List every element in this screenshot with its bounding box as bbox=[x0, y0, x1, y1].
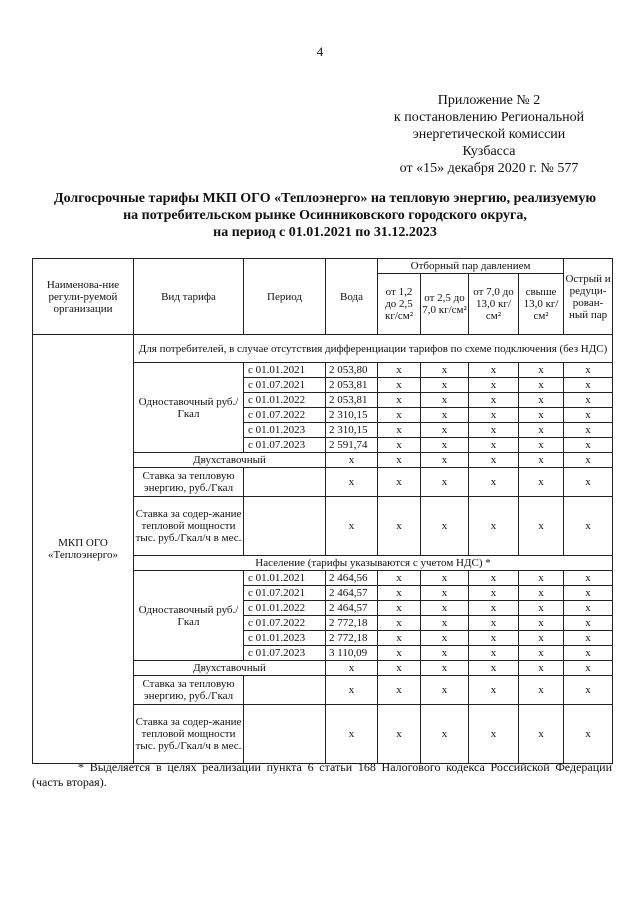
table-row bbox=[33, 335, 613, 363]
empty-cell: x bbox=[469, 586, 519, 601]
water-tariff-value: 2 772,18 bbox=[326, 631, 378, 646]
empty-cell: x bbox=[519, 393, 564, 408]
empty-period-cell bbox=[244, 497, 326, 556]
empty-cell: x bbox=[469, 705, 519, 764]
empty-cell: x bbox=[564, 453, 613, 468]
title-line: на потребительском рынке Осинниковского городского округа, bbox=[123, 208, 527, 223]
empty-cell: x bbox=[378, 601, 421, 616]
empty-cell: x bbox=[378, 705, 421, 764]
empty-cell: x bbox=[469, 453, 519, 468]
empty-cell: x bbox=[378, 676, 421, 705]
empty-cell: x bbox=[421, 408, 469, 423]
empty-cell: x bbox=[421, 423, 469, 438]
empty-cell: x bbox=[326, 705, 378, 764]
water-tariff-value: 2 053,80 bbox=[326, 363, 378, 378]
appendix-header bbox=[360, 92, 618, 177]
empty-cell: x bbox=[469, 468, 519, 497]
empty-cell: x bbox=[378, 586, 421, 601]
empty-cell: x bbox=[519, 438, 564, 453]
empty-cell: x bbox=[469, 571, 519, 586]
period-cell: с 01.01.2021 bbox=[244, 363, 326, 378]
period-cell: с 01.01.2022 bbox=[244, 393, 326, 408]
empty-cell: x bbox=[519, 631, 564, 646]
empty-cell: x bbox=[469, 676, 519, 705]
period-cell: с 01.07.2021 bbox=[244, 378, 326, 393]
empty-period-cell bbox=[244, 676, 326, 705]
empty-cell: x bbox=[519, 705, 564, 764]
empty-cell: x bbox=[564, 423, 613, 438]
header-steam-pressure: от 2,5 до 7,0 кг/см² bbox=[421, 274, 469, 335]
empty-cell: x bbox=[519, 661, 564, 676]
period-cell: с 01.01.2021 bbox=[244, 571, 326, 586]
empty-cell: x bbox=[421, 601, 469, 616]
header-water: Вода bbox=[326, 259, 378, 335]
empty-cell: x bbox=[326, 661, 378, 676]
two-rate-label: Двухставочный bbox=[134, 453, 326, 468]
empty-cell: x bbox=[519, 571, 564, 586]
empty-cell: x bbox=[469, 363, 519, 378]
empty-cell: x bbox=[519, 423, 564, 438]
empty-cell: x bbox=[421, 676, 469, 705]
header-tariff-type: Вид тарифа bbox=[134, 259, 244, 335]
water-tariff-value: 2 464,57 bbox=[326, 601, 378, 616]
header-steam-pressure: от 1,2 до 2,5 кг/см² bbox=[378, 274, 421, 335]
water-tariff-value: 2 053,81 bbox=[326, 378, 378, 393]
empty-cell: x bbox=[378, 393, 421, 408]
empty-cell: x bbox=[469, 497, 519, 556]
empty-cell: x bbox=[564, 393, 613, 408]
empty-cell: x bbox=[421, 497, 469, 556]
empty-cell: x bbox=[469, 393, 519, 408]
empty-cell: x bbox=[378, 438, 421, 453]
empty-period-cell bbox=[244, 468, 326, 497]
empty-cell: x bbox=[519, 468, 564, 497]
empty-cell: x bbox=[378, 408, 421, 423]
empty-cell: x bbox=[564, 676, 613, 705]
empty-cell: x bbox=[378, 468, 421, 497]
title-line: Долгосрочные тарифы МКП ОГО «Теплоэнерго» на тепловую энергию, реализуемую bbox=[53, 191, 597, 206]
appendix-line: Кузбасса bbox=[462, 144, 516, 159]
empty-cell: x bbox=[469, 378, 519, 393]
empty-cell: x bbox=[326, 497, 378, 556]
period-cell: с 01.07.2023 bbox=[244, 438, 326, 453]
empty-cell: x bbox=[519, 676, 564, 705]
empty-cell: x bbox=[564, 646, 613, 661]
empty-cell: x bbox=[469, 646, 519, 661]
empty-cell: x bbox=[421, 705, 469, 764]
empty-cell: x bbox=[564, 468, 613, 497]
period-cell: с 01.07.2022 bbox=[244, 408, 326, 423]
empty-cell: x bbox=[421, 393, 469, 408]
period-cell: с 01.07.2021 bbox=[244, 586, 326, 601]
appendix-line: энергетической комиссии bbox=[412, 127, 566, 142]
empty-cell: x bbox=[421, 453, 469, 468]
empty-cell: x bbox=[469, 408, 519, 423]
empty-cell: x bbox=[519, 646, 564, 661]
appendix-line: к постановлению Региональной bbox=[393, 110, 585, 125]
empty-cell: x bbox=[378, 378, 421, 393]
appendix-line: Приложение № 2 bbox=[437, 93, 541, 108]
empty-cell: x bbox=[519, 378, 564, 393]
empty-cell: x bbox=[421, 661, 469, 676]
empty-cell: x bbox=[421, 646, 469, 661]
empty-cell: x bbox=[378, 363, 421, 378]
empty-cell: x bbox=[378, 631, 421, 646]
empty-cell: x bbox=[519, 453, 564, 468]
empty-cell: x bbox=[564, 497, 613, 556]
empty-cell: x bbox=[519, 601, 564, 616]
empty-cell: x bbox=[378, 497, 421, 556]
appendix-line: от «15» декабря 2020 г. № 577 bbox=[399, 161, 579, 176]
water-tariff-value: 2 310,15 bbox=[326, 408, 378, 423]
empty-cell: x bbox=[378, 453, 421, 468]
empty-cell: x bbox=[519, 616, 564, 631]
empty-cell: x bbox=[469, 601, 519, 616]
capacity-rate-label: Ставка за содер-жание тепловой мощности тыс. руб./Гкал/ч в мес. bbox=[134, 497, 244, 556]
empty-cell: x bbox=[421, 438, 469, 453]
period-cell: с 01.01.2023 bbox=[244, 631, 326, 646]
single-rate-label: Одноставочный руб./Гкал bbox=[134, 363, 244, 453]
water-tariff-value: 2 591,74 bbox=[326, 438, 378, 453]
header-steam-pressure: свыше 13,0 кг/см² bbox=[519, 274, 564, 335]
empty-cell: x bbox=[326, 453, 378, 468]
section-title: Население (тарифы указываются с учетом НДС) * bbox=[134, 556, 613, 571]
empty-cell: x bbox=[469, 423, 519, 438]
header-steam-group: Отборный пар давлением bbox=[378, 259, 564, 274]
org-name: МКП ОГО «Теплоэнерго» bbox=[33, 335, 134, 764]
period-cell: с 01.07.2022 bbox=[244, 616, 326, 631]
empty-cell: x bbox=[326, 468, 378, 497]
single-rate-label: Одноставочный руб./Гкал bbox=[134, 571, 244, 661]
empty-cell: x bbox=[421, 378, 469, 393]
empty-cell: x bbox=[469, 438, 519, 453]
section-title: Для потребителей, в случае отсутствия дифференциации тарифов по схеме подключения (без НДС) bbox=[134, 335, 613, 363]
empty-cell: x bbox=[421, 631, 469, 646]
water-tariff-value: 2 464,57 bbox=[326, 586, 378, 601]
empty-cell: x bbox=[469, 631, 519, 646]
empty-cell: x bbox=[469, 661, 519, 676]
period-cell: с 01.07.2023 bbox=[244, 646, 326, 661]
empty-cell: x bbox=[421, 363, 469, 378]
footnote: * Выделяется в целях реализации пункта 6 статьи 168 Налогового кодекса Российской Федерации (часть вторая). bbox=[32, 760, 612, 789]
water-tariff-value: 2 053,81 bbox=[326, 393, 378, 408]
empty-cell: x bbox=[421, 571, 469, 586]
empty-cell: x bbox=[421, 586, 469, 601]
empty-cell: x bbox=[421, 468, 469, 497]
empty-cell: x bbox=[378, 646, 421, 661]
empty-cell: x bbox=[421, 616, 469, 631]
empty-cell: x bbox=[564, 705, 613, 764]
empty-cell: x bbox=[564, 661, 613, 676]
empty-cell: x bbox=[519, 363, 564, 378]
empty-cell: x bbox=[378, 423, 421, 438]
empty-period-cell bbox=[244, 705, 326, 764]
water-tariff-value: 2 310,15 bbox=[326, 423, 378, 438]
water-tariff-value: 3 110,09 bbox=[326, 646, 378, 661]
tariff-table bbox=[32, 258, 613, 764]
empty-cell: x bbox=[564, 408, 613, 423]
empty-cell: x bbox=[519, 586, 564, 601]
water-tariff-value: 2 772,18 bbox=[326, 616, 378, 631]
empty-cell: x bbox=[469, 616, 519, 631]
empty-cell: x bbox=[564, 438, 613, 453]
empty-cell: x bbox=[564, 571, 613, 586]
empty-cell: x bbox=[564, 616, 613, 631]
page-number: 4 bbox=[316, 44, 324, 59]
empty-cell: x bbox=[564, 631, 613, 646]
header-steam-pressure: от 7,0 до 13,0 кг/см² bbox=[469, 274, 519, 335]
empty-cell: x bbox=[564, 586, 613, 601]
empty-cell: x bbox=[519, 497, 564, 556]
capacity-rate-label: Ставка за содер-жание тепловой мощности тыс. руб./Гкал/ч в мес. bbox=[134, 705, 244, 764]
header-sharp-steam: Острый и редуци-рован-ный пар bbox=[564, 259, 613, 335]
header-period: Период bbox=[244, 259, 326, 335]
two-rate-label: Двухставочный bbox=[134, 661, 326, 676]
empty-cell: x bbox=[378, 571, 421, 586]
empty-cell: x bbox=[378, 616, 421, 631]
water-tariff-value: 2 464,56 bbox=[326, 571, 378, 586]
empty-cell: x bbox=[564, 378, 613, 393]
period-cell: с 01.01.2022 bbox=[244, 601, 326, 616]
empty-cell: x bbox=[564, 363, 613, 378]
heat-rate-label: Ставка за тепловую энергию, руб./Гкал bbox=[134, 676, 244, 705]
title-line: на период с 01.01.2021 по 31.12.2023 bbox=[213, 225, 437, 240]
empty-cell: x bbox=[564, 601, 613, 616]
table-row bbox=[33, 259, 613, 274]
heat-rate-label: Ставка за тепловую энергию, руб./Гкал bbox=[134, 468, 244, 497]
header-org: Наименова-ние регули-руемой организации bbox=[33, 259, 134, 335]
empty-cell: x bbox=[378, 661, 421, 676]
period-cell: с 01.01.2023 bbox=[244, 423, 326, 438]
empty-cell: x bbox=[519, 408, 564, 423]
empty-cell: x bbox=[326, 676, 378, 705]
document-title bbox=[20, 190, 630, 241]
